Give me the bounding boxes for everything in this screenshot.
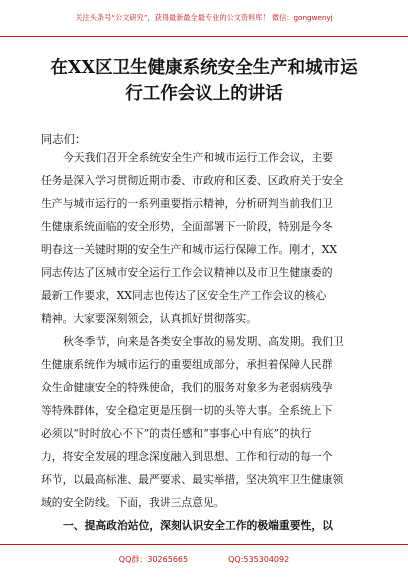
body-line: 生健康系统面临的安全形势，全面部署下一阶段，特别是今冬: [41, 220, 333, 233]
body-line: 必须以“时时放心不下”的责任感和“事事心中有底”的执行: [41, 427, 312, 440]
body-line: 众生命健康安全的特殊使命，我们的服务对象多为老弱病残孕: [41, 381, 333, 394]
body-line: 环节，以最高标准、最严要求、最实举措，坚决筑牢卫生健康领: [41, 473, 344, 486]
body-line: 明春这一关键时期的安全生产和城市运行保障工作。刚才，XX: [41, 243, 338, 256]
body-line: 等特殊群体，安全稳定更是压倒一切的头等大事。全系统上下: [41, 404, 333, 417]
body-line: 秋冬季节，向来是各类安全事故的易发期、高发期。我们卫: [63, 335, 344, 348]
body-line: 精神。大家要深刻领会，认真抓好贯彻落实。: [41, 312, 257, 325]
header-banner-text: 关注头条号“公文研究”，获得最新最全最专业的公文资料库！ 微信：gongwenyj: [75, 13, 333, 22]
footer-divider: [0, 544, 408, 545]
header-divider: [0, 36, 408, 37]
body-line: 力，将安全发展的理念深度融入到思想、工作和行动的每一个: [41, 450, 333, 463]
title-line-2: 行工作会议上的讲话: [125, 84, 283, 104]
document-title: [40, 55, 368, 107]
salutation: 同志们：: [41, 133, 87, 146]
body-line: 任务是深入学习贯彻近期市委、市政府和区委、区政府关于安全: [41, 174, 344, 187]
header-banner: [0, 0, 408, 36]
footer-qq: QQ:535304092: [228, 554, 290, 564]
footer-qq-group: QQ群：30265665: [118, 554, 189, 564]
body-line: 生产与城市运行的一系列重要指示精神，分析研判当前我们卫: [41, 197, 333, 210]
body-line: 今天我们召开全系统安全生产和城市运行工作会议，主要: [63, 151, 333, 164]
section-heading: 一、提高政治站位，深刻认识安全工作的极端重要性，以: [63, 519, 333, 532]
body-line: 最新工作要求，XX同志也传达了区安全生产工作会议的核心: [41, 289, 327, 302]
body-line: 域的安全防线。下面，我讲三点意见。: [41, 496, 225, 509]
footer: [0, 550, 408, 568]
title-line-1: 在XX区卫生健康系统安全生产和城市运: [50, 58, 358, 78]
body-line: 同志传达了区城市安全运行工作会议精神以及市卫生健康委的: [41, 266, 333, 279]
body-line: 生健康系统作为城市运行的重要组成部分，承担着保障人民群: [41, 358, 333, 371]
